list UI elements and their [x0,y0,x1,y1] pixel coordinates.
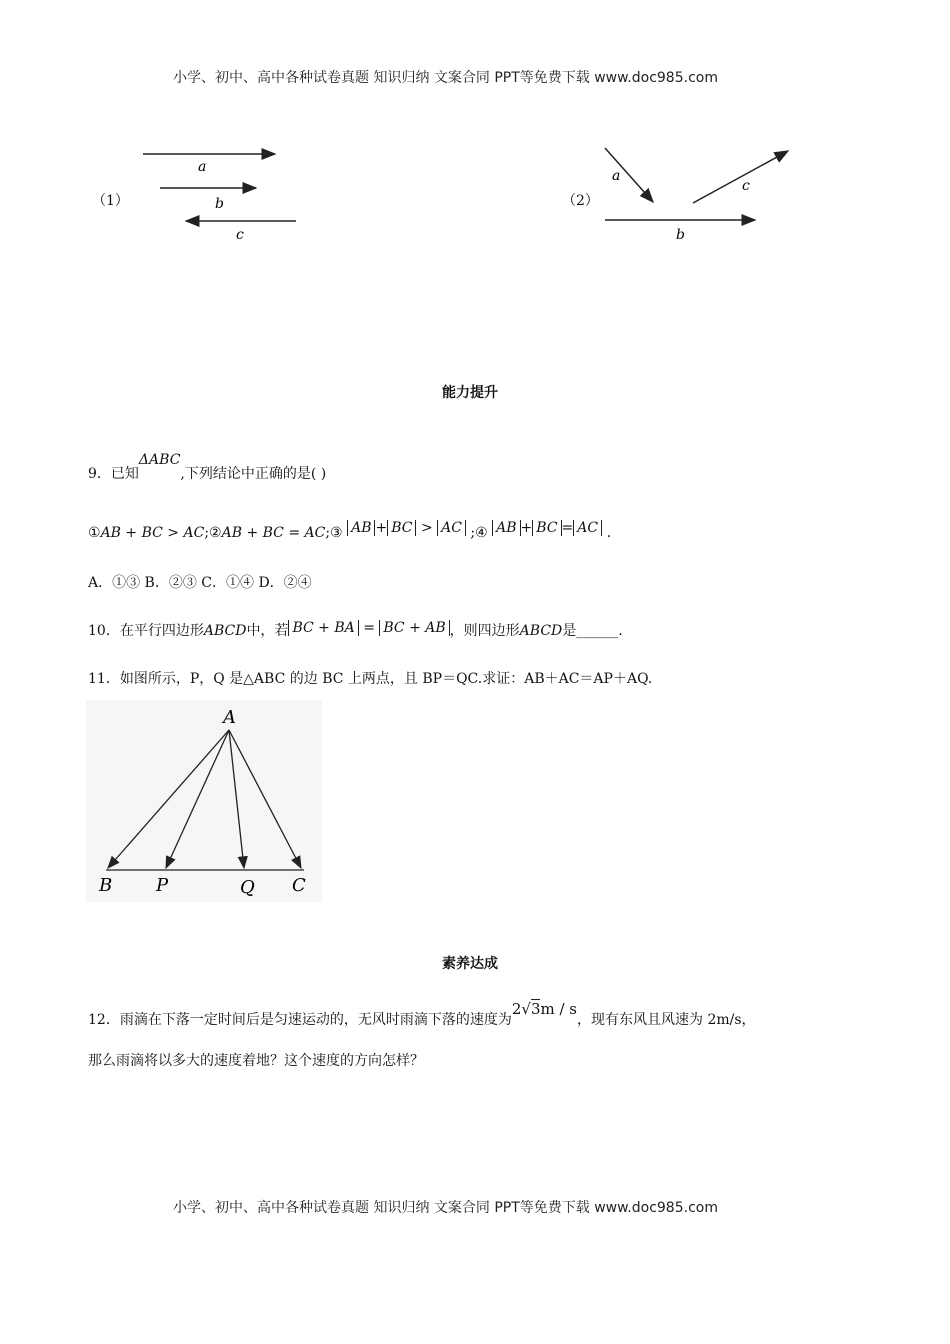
q10-post: ，则四边形 [449,623,520,639]
statement-4-ab: AB [496,520,517,536]
figure2-label: （2） [562,193,599,209]
q10-mid: 中，若 [246,623,289,639]
vector-a-label: a [198,159,207,175]
q12-speed [512,1000,577,1018]
statement-4 [492,520,606,536]
speed-coef: 2 [511,1000,522,1018]
vector-a-label: a [612,168,621,184]
figure2-vectors [595,140,800,245]
statement-3-gt: > [420,520,433,536]
statement-4-bc: BC [536,520,558,536]
vector-b-label: b [215,196,224,212]
statement-4-plus: + [520,520,533,536]
statement-4-mark: ;④ [470,525,488,541]
q12-post: ，现有东风且风速为 2m/s， [577,1012,756,1028]
section-title-ability: 能力提升 [442,385,498,401]
vector-c-label: c [742,178,750,194]
point-c-label: C [292,875,306,896]
figure1-label: （1） [92,193,129,209]
speed-root: 3 [530,1000,541,1018]
figure1-vectors [130,140,310,245]
q9-statements [88,520,611,541]
statement-2: AB + BC = AC [221,525,326,541]
q10-rhs: BC + AB [379,620,449,636]
page-header: 小学、初中、高中各种试卷真题 知识归纳 文案合同 PPT等免费下载 www.doc985.com [173,70,718,86]
section-title-literacy: 素养达成 [442,956,498,972]
statement-3-mark: ;③ [325,525,343,541]
q10-shape2: ABCD [519,623,563,639]
q10-shape1: ABCD [203,623,247,639]
sqrt-sign: √ [521,1000,531,1018]
q9-options: A．①③ B．②③ C．①④ D．②④ [88,575,312,591]
q12-line2: 那么雨滴将以多大的速度着地？这个速度的方向怎样？ [88,1053,424,1069]
q11-triangle-figure [86,700,322,902]
q12-stem [88,1000,756,1029]
vector-c-label: c [236,227,244,243]
statement-1: AB + BC > AC [100,525,205,541]
q9-triangle: ΔABC [138,452,181,468]
statement-4-eq: = [561,520,574,536]
point-p-label: P [156,875,169,896]
point-a-label: A [223,707,236,728]
vector-b-label: b [676,227,685,243]
q12-prefix: 12．雨滴在下落一定时间后是匀速运动的，无风时雨滴下落的速度为 [88,1012,512,1028]
q10-eq: = [363,620,375,636]
statement-3-bc: BC [391,520,413,536]
q10-prefix: 10．在平行四边形 [88,623,204,639]
point-q-label: Q [240,877,255,898]
statement-1-mark: ① [88,525,101,541]
q10-end: 是______. [562,623,623,639]
statement-4-ac: AC [577,520,599,536]
q9-prefix: 9．已知 [88,466,139,482]
q10-stem [88,620,623,640]
statement-3-ac: AC [441,520,462,536]
vector-c-arrow [693,151,788,203]
statement-2-mark: ;② [204,525,222,541]
q11-stem: 11．如图所示，P，Q 是△ABC 的边 BC 上两点，且 BP＝QC.求证：AB＋AC＝AP＋AQ. [88,671,653,687]
point-b-label: B [99,875,113,896]
q9-suffix: ,下列结论中正确的是( ) [180,466,327,482]
statement-3-plus: + [375,520,388,536]
q9-stem [88,452,326,483]
speed-unit: m / s [540,1000,577,1018]
page-footer: 小学、初中、高中各种试卷真题 知识归纳 文案合同 PPT等免费下载 www.doc985.com [173,1200,718,1216]
q10-lhs: BC + BA [288,620,358,636]
statement-3-ab: AB [351,520,372,536]
statement-end: . [606,525,612,541]
statement-3 [347,520,470,536]
